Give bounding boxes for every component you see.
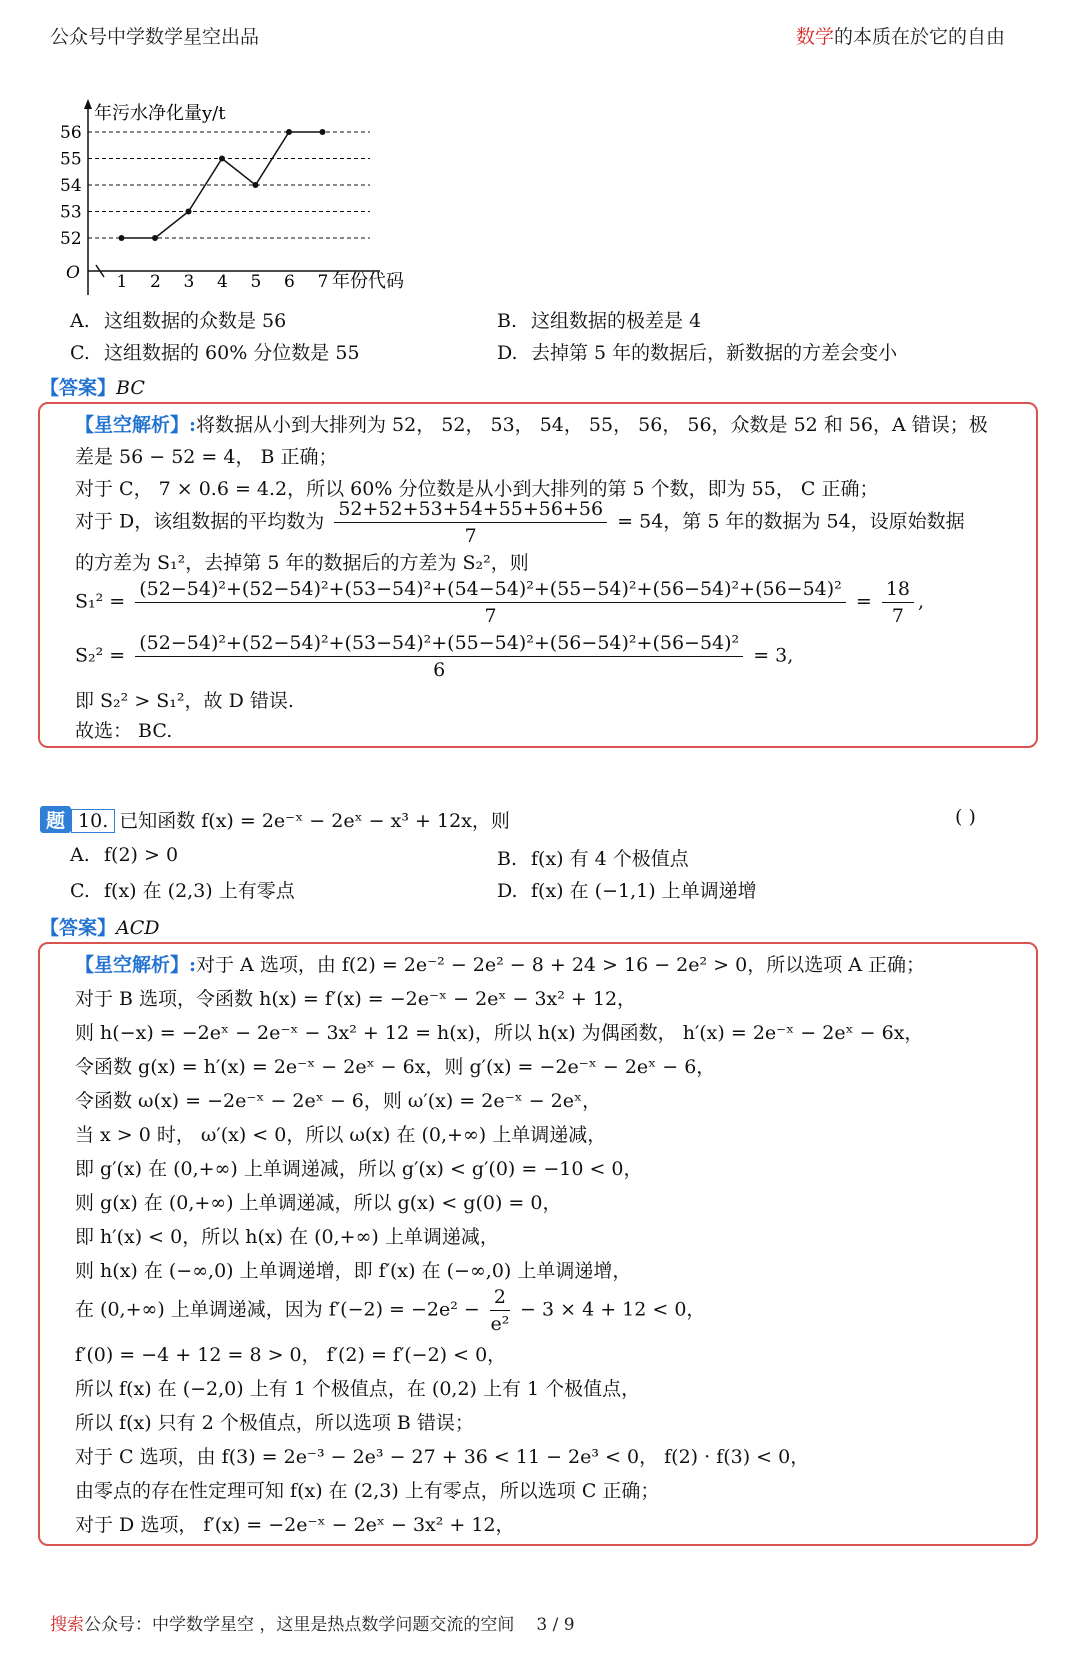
q10-answer-paren: ( ) [955, 806, 976, 828]
question-text: 已知函数 f(x) = 2e⁻ˣ − 2eˣ − x³ + 12x，则 [119, 810, 510, 832]
data-point [286, 129, 292, 135]
page-number: 3 / 9 [536, 1615, 575, 1635]
analysis-line: 则 h(x) 在 (−∞,0) 上单调递增，即 f′(x) 在 (−∞,0) 上单调递增， [75, 1260, 632, 1282]
question-number: 10. [71, 809, 115, 833]
data-point [253, 182, 259, 188]
analysis-line: 即 h′(x) < 0，所以 h(x) 在 (0,+∞) 上单调递减， [75, 1226, 499, 1248]
s2-fraction: $\frac{\text{(52−54)²+(52−54)²+(53−54)²+(55−54)²+(56−54)²+(56−54)²}}{6}$ [135, 630, 743, 683]
option-text: 这组数据的 60% 分位数是 55 [104, 342, 360, 364]
x-tick-label: 7 [317, 272, 329, 292]
s1-fraction: (52−54)²+(52−54)²+(53−54)²+(54−54)²+(55−54)²+(56−54)²+(56−54)² 7 [135, 576, 846, 629]
analysis-line: 对于 D 选项， f′(x) = −2e⁻ˣ − 2eˣ − 3x² + 12， [75, 1514, 515, 1536]
analysis-line: 当 x > 0 时， ω′(x) < 0，所以 ω(x) 在 (0,+∞) 上单调递减， [75, 1124, 607, 1146]
q10-option-c [70, 876, 295, 903]
data-point [320, 129, 326, 135]
e2-fraction: $\frac{2}{\text{e²}}$ [490, 1286, 510, 1335]
y-tick-label: 52 [60, 229, 82, 249]
q10-option-d [497, 876, 757, 903]
origin-label: O [66, 263, 80, 283]
x-tick-label: 6 [284, 272, 295, 292]
q9-answer [40, 373, 145, 400]
answer-label: 【答案】 [40, 377, 117, 399]
option-letter: C. [70, 342, 90, 364]
x-tick-label: 5 [250, 272, 262, 292]
analysis-line-fraction: 在 (0,+∞) 上单调递减，因为 f′(−2) = −2e² − $\frac{2}{\text{e²}}$ − 3 × 4 + 12 < 0， [75, 1286, 706, 1335]
footer-text: 公众号：中学数学星空 ，这里是热点数学问题交流的空间 [84, 1615, 515, 1635]
analysis-line: 由零点的存在性定理可知 f(x) 在 (2,3) 上有零点，所以选项 C 正确； [75, 1480, 660, 1502]
x-tick-label: 4 [217, 272, 228, 292]
analysis-tag: 【星空解析】: [75, 414, 197, 436]
analysis-line: 对于 C， 7 × 0.6 = 4.2，所以 60% 分位数是从小到大排列的第 5 个数，即为 55， C 正确； [75, 478, 879, 500]
answer-label: 【答案】 [40, 917, 117, 939]
option-letter: B. [497, 848, 518, 870]
q9-option-c [70, 338, 360, 365]
analysis-line: 即 g′(x) 在 (0,+∞) 上单调递减，所以 g′(x) < g′(0) = −10 < 0， [75, 1158, 643, 1180]
header-right-rest: 的本质在於它的自由 [833, 26, 1005, 48]
option-letter: A. [70, 844, 90, 866]
analysis-line: 差是 56 − 52 = 4， B 正确； [75, 446, 338, 468]
q9-analysis-box [38, 402, 1038, 748]
x-axis-label: 年份代码 [332, 271, 404, 292]
analysis-tag: 【星空解析】: [75, 954, 197, 976]
analysis-line: 的方差为 S₁²，去掉第 5 年的数据后的方差为 S₂²，则 [75, 552, 529, 574]
option-text: 这组数据的极差是 4 [531, 310, 702, 332]
y-axis-arrow [84, 99, 92, 109]
x-tick-label: 2 [150, 272, 161, 292]
data-point [219, 156, 225, 162]
s1-formula: S₁² = (52−54)²+(52−54)²+(53−54)²+(54−54)²+(55−54)²+(56−54)²+(56−54)² 7 = $\frac{18}{7}$ , [75, 578, 925, 627]
option-letter: D. [497, 880, 518, 902]
option-text: 去掉第 5 年的数据后，新数据的方差会变小 [531, 342, 898, 364]
q9-option-a [70, 306, 286, 333]
option-text: 这组数据的众数是 56 [104, 310, 287, 332]
analysis-line: 所以 f(x) 在 (−2,0) 上有 1 个极值点，在 (0,2) 上有 1 个极值点， [75, 1378, 641, 1400]
option-text: f(x) 在 (2,3) 上有零点 [104, 880, 295, 902]
header-right-red: 数学 [795, 26, 834, 48]
q10-stem [40, 806, 510, 833]
analysis-line: 则 h(−x) = −2eˣ − 2e⁻ˣ − 3x² + 12 = h(x)，所以 h(x) 为偶函数， h′(x) = 2e⁻ˣ − 2eˣ − 6x， [75, 1022, 924, 1044]
analysis-line: f′(0) = −4 + 12 = 8 > 0， f′(2) = f′(−2) < 0， [75, 1344, 507, 1366]
analysis-line: 令函数 ω(x) = −2e⁻ˣ − 2eˣ − 6，则 ω′(x) = 2e⁻ˣ − 2eˣ， [75, 1090, 602, 1112]
option-letter: D. [497, 342, 518, 364]
data-point [152, 235, 158, 241]
analysis-line: 则 g(x) 在 (0,+∞) 上单调递减，所以 g(x) < g(0) = 0， [75, 1192, 562, 1214]
q10-option-b [497, 844, 689, 871]
analysis-line-mean: 对于 D，该组数据的平均数为 $\frac{52+52+53+54+55+56+56}{7}$ = 54，第 5 年的数据为 54，设原始数据 [75, 498, 965, 547]
analysis-line: 【星空解析】:对于 A 选项，由 f(2) = 2e⁻² − 2e² − 8 + 24 > 16 − 2e² > 0，所以选项 A 正确； [75, 954, 926, 976]
analysis-line: 对于 B 选项，令函数 h(x) = f′(x) = −2e⁻ˣ − 2eˣ − 3x² + 12， [75, 988, 637, 1010]
header-left: 公众号中学数学星空出品 [50, 26, 260, 48]
q10-option-a [70, 844, 178, 866]
y-tick-label: 56 [60, 123, 82, 143]
option-text: f(x) 有 4 个极值点 [531, 848, 689, 870]
answer-value: BC [116, 377, 145, 399]
y-tick-label: 55 [60, 149, 82, 170]
x-tick-label: 1 [116, 272, 128, 292]
footer-red: 搜索 [50, 1615, 84, 1635]
footer [50, 1610, 575, 1635]
q9-option-b [497, 306, 701, 333]
q10-analysis-box [38, 942, 1038, 1546]
y-axis-label: 年污水净化量y/t [94, 103, 226, 124]
header-right [796, 22, 1005, 49]
q10-answer [40, 913, 160, 940]
question-badge: 题 [40, 806, 71, 833]
data-point [119, 235, 125, 241]
line-chart [60, 95, 460, 310]
option-letter: C. [70, 880, 90, 902]
option-text: f(x) 在 (−1,1) 上单调递增 [531, 880, 757, 902]
analysis-line: 令函数 g(x) = h′(x) = 2e⁻ˣ − 2eˣ − 6x，则 g′(x) = −2e⁻ˣ − 2eˣ − 6， [75, 1056, 716, 1078]
mean-fraction: $\frac{52+52+53+54+55+56+56}{7}$ [334, 496, 607, 549]
y-tick-label: 54 [60, 176, 82, 196]
s2-formula: S₂² = $\frac{\text{(52−54)²+(52−54)²+(53−54)²+(55−54)²+(56−54)²+(56−54)²}}{6}$ = 3, [75, 632, 794, 681]
x-tick-label: 3 [183, 272, 195, 292]
analysis-line: 即 S₂² > S₁²，故 D 错误. [75, 690, 294, 712]
option-text: f(2) > 0 [104, 844, 179, 866]
analysis-line: 对于 C 选项，由 f(3) = 2e⁻³ − 2e³ − 27 + 36 < 11 − 2e³ < 0， f(2) · f(3) < 0， [75, 1446, 810, 1468]
s1-result: $\frac{18}{7}$ [882, 576, 914, 629]
answer-value: ACD [116, 917, 160, 939]
analysis-line: 故选： BC. [75, 720, 173, 742]
option-letter: A. [70, 310, 90, 332]
data-point [186, 209, 192, 215]
option-letter: B. [497, 310, 518, 332]
analysis-line: 所以 f(x) 只有 2 个极值点，所以选项 B 错误； [75, 1412, 474, 1434]
q9-option-d [497, 338, 897, 365]
analysis-line: 【星空解析】:将数据从小到大排列为 52， 52， 53， 54， 55， 56， 56，众数是 52 和 56，A 错误；极 [75, 414, 988, 436]
y-tick-label: 53 [60, 202, 82, 223]
